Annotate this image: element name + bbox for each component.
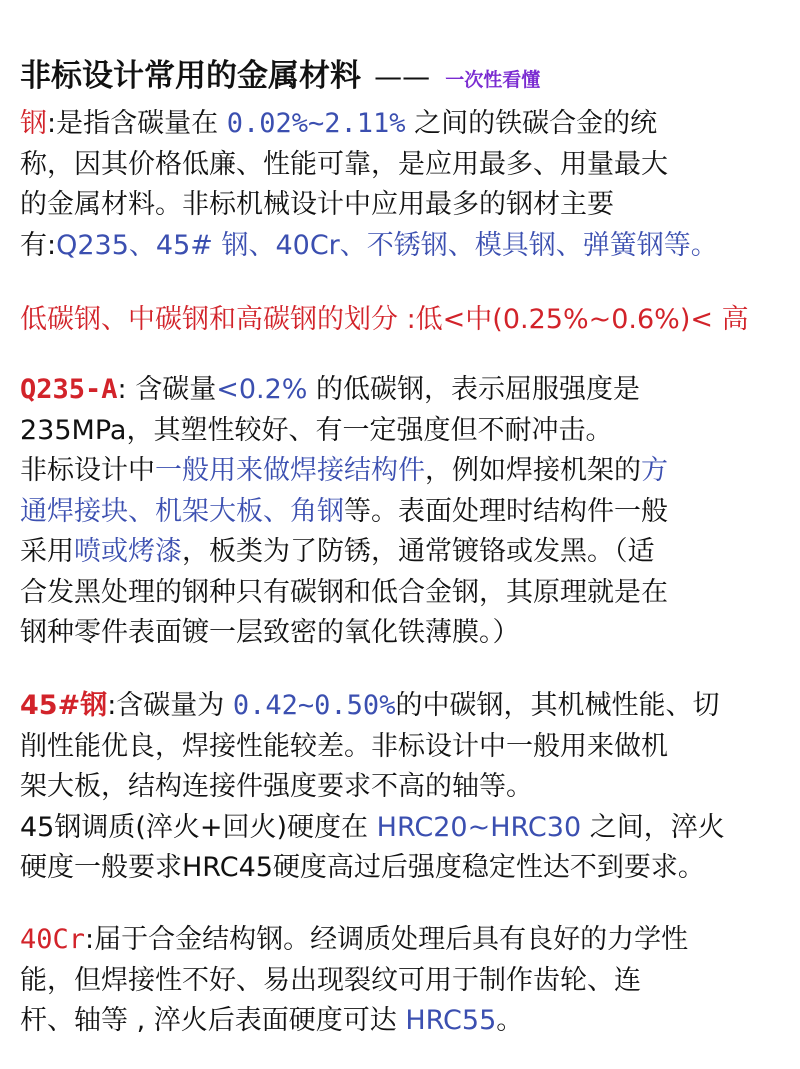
q235-line-1: [20, 370, 790, 411]
q235-example-highlight: 方: [641, 455, 668, 486]
s40cr-line-3: [20, 1001, 790, 1042]
q235-text: 采用: [20, 536, 74, 567]
q235-text: 非标设计中: [20, 455, 155, 486]
q235-finish-highlight: 喷或烤漆: [74, 536, 182, 567]
q235-text: 等。表面处理时结构件一般: [344, 495, 668, 527]
q235-line-4: [20, 492, 790, 533]
steel-text: 有:: [20, 229, 57, 261]
s45-line-3: 架大板，结构连接件强度要求不高的轴等。: [20, 771, 533, 802]
s45-label: 45#钢: [20, 690, 108, 721]
q235-line-3: [20, 451, 790, 492]
s45-hardness-range: HRC20~HRC30: [376, 811, 582, 843]
s45-line-1: [20, 686, 790, 727]
steel-text: :是指含碳量在: [47, 108, 227, 139]
s40cr-label: 40Cr: [20, 924, 86, 955]
s45-line-5: 硬度一般要求HRC45硬度高过后强度稳定性达不到要求。: [20, 852, 705, 883]
s45-text: 之间，淬火: [581, 811, 725, 843]
classification-paragraph: [20, 300, 790, 341]
page-subtitle: 一次性看懂: [445, 69, 541, 91]
q235-line-2: 235MPa，其塑性较好、有一定强度但不耐冲击。: [20, 414, 613, 446]
q235-example-highlight: 通焊接块、机架大板、角钢: [20, 495, 344, 527]
q235-text: ，例如焊接机架的: [425, 455, 641, 486]
steel-carbon-range: 0.02%~2.11%: [226, 108, 406, 139]
steel-type-list: Q235、45# 钢、40Cr、不锈钢、模具钢、弹簧钢等。: [56, 229, 718, 261]
s40cr-text: 杆、轴等 , 淬火后表面硬度可达: [20, 1005, 406, 1036]
s45-text: 的中碳钢，其机械性能、切: [395, 690, 720, 721]
s40cr-line-2: 能，但焊接性不好、易出现裂纹可用于制作齿轮、连: [20, 964, 641, 996]
s45-text: 45钢调质(淬火+回火)硬度在: [20, 811, 377, 843]
s45-line-2: 削性能优良，焊接性能较差。非标设计中一般用来做机: [20, 730, 668, 762]
page-title: 非标设计常用的金属材料: [20, 58, 361, 94]
s40cr-line-1: [20, 920, 790, 961]
s45-line-4: [20, 808, 790, 849]
s40cr-text: 。: [496, 1005, 524, 1036]
steel-line-1: [20, 104, 790, 145]
title-row: [20, 50, 540, 95]
q235-text: 的低碳钢，表示屈服强度是: [307, 374, 641, 405]
q235-line-6: 合发黑处理的钢种只有碳钢和低合金钢，其原理就是在: [20, 576, 668, 608]
classification-text: 低碳钢、中碳钢和高碳钢的划分 :低<中(0.25%~0.6%)< 高: [20, 304, 749, 335]
steel-line-3: 的金属材料。非标机械设计中应用最多的钢材主要: [20, 189, 614, 220]
s40cr-paragraph: [20, 920, 790, 1042]
q235-text: : 含碳量: [117, 374, 217, 405]
q235-usage-highlight: 一般用来做焊接结构件: [155, 455, 425, 486]
s45-text: :含碳量为: [107, 690, 233, 721]
s40cr-hardness-value: HRC55: [405, 1005, 497, 1036]
steel-label: 钢: [20, 108, 47, 139]
q235-label: Q235-A: [20, 374, 118, 405]
s45-paragraph: [20, 686, 790, 889]
steel-line-4: [20, 226, 790, 267]
steel-text: 之间的铁碳合金的统: [405, 108, 658, 139]
s45-carbon-range: 0.42~0.50%: [232, 690, 396, 721]
s40cr-text: :届于合金结构钢。经调质处理后具有良好的力学性: [85, 924, 689, 955]
title-dash: ——: [374, 60, 431, 93]
steel-line-2: 称，因其价格低廉、性能可靠，是应用最多、用量最大: [20, 148, 668, 180]
q235-paragraph: [20, 370, 790, 654]
q235-line-5: [20, 532, 790, 573]
q235-text: ，板类为了防锈，通常镀铬或发黑。（适: [182, 536, 655, 567]
q235-carbon-value: <0.2%: [216, 374, 308, 405]
q235-line-7: 钢种零件表面镀一层致密的氧化铁薄膜。）: [20, 617, 520, 648]
steel-paragraph: [20, 104, 790, 266]
